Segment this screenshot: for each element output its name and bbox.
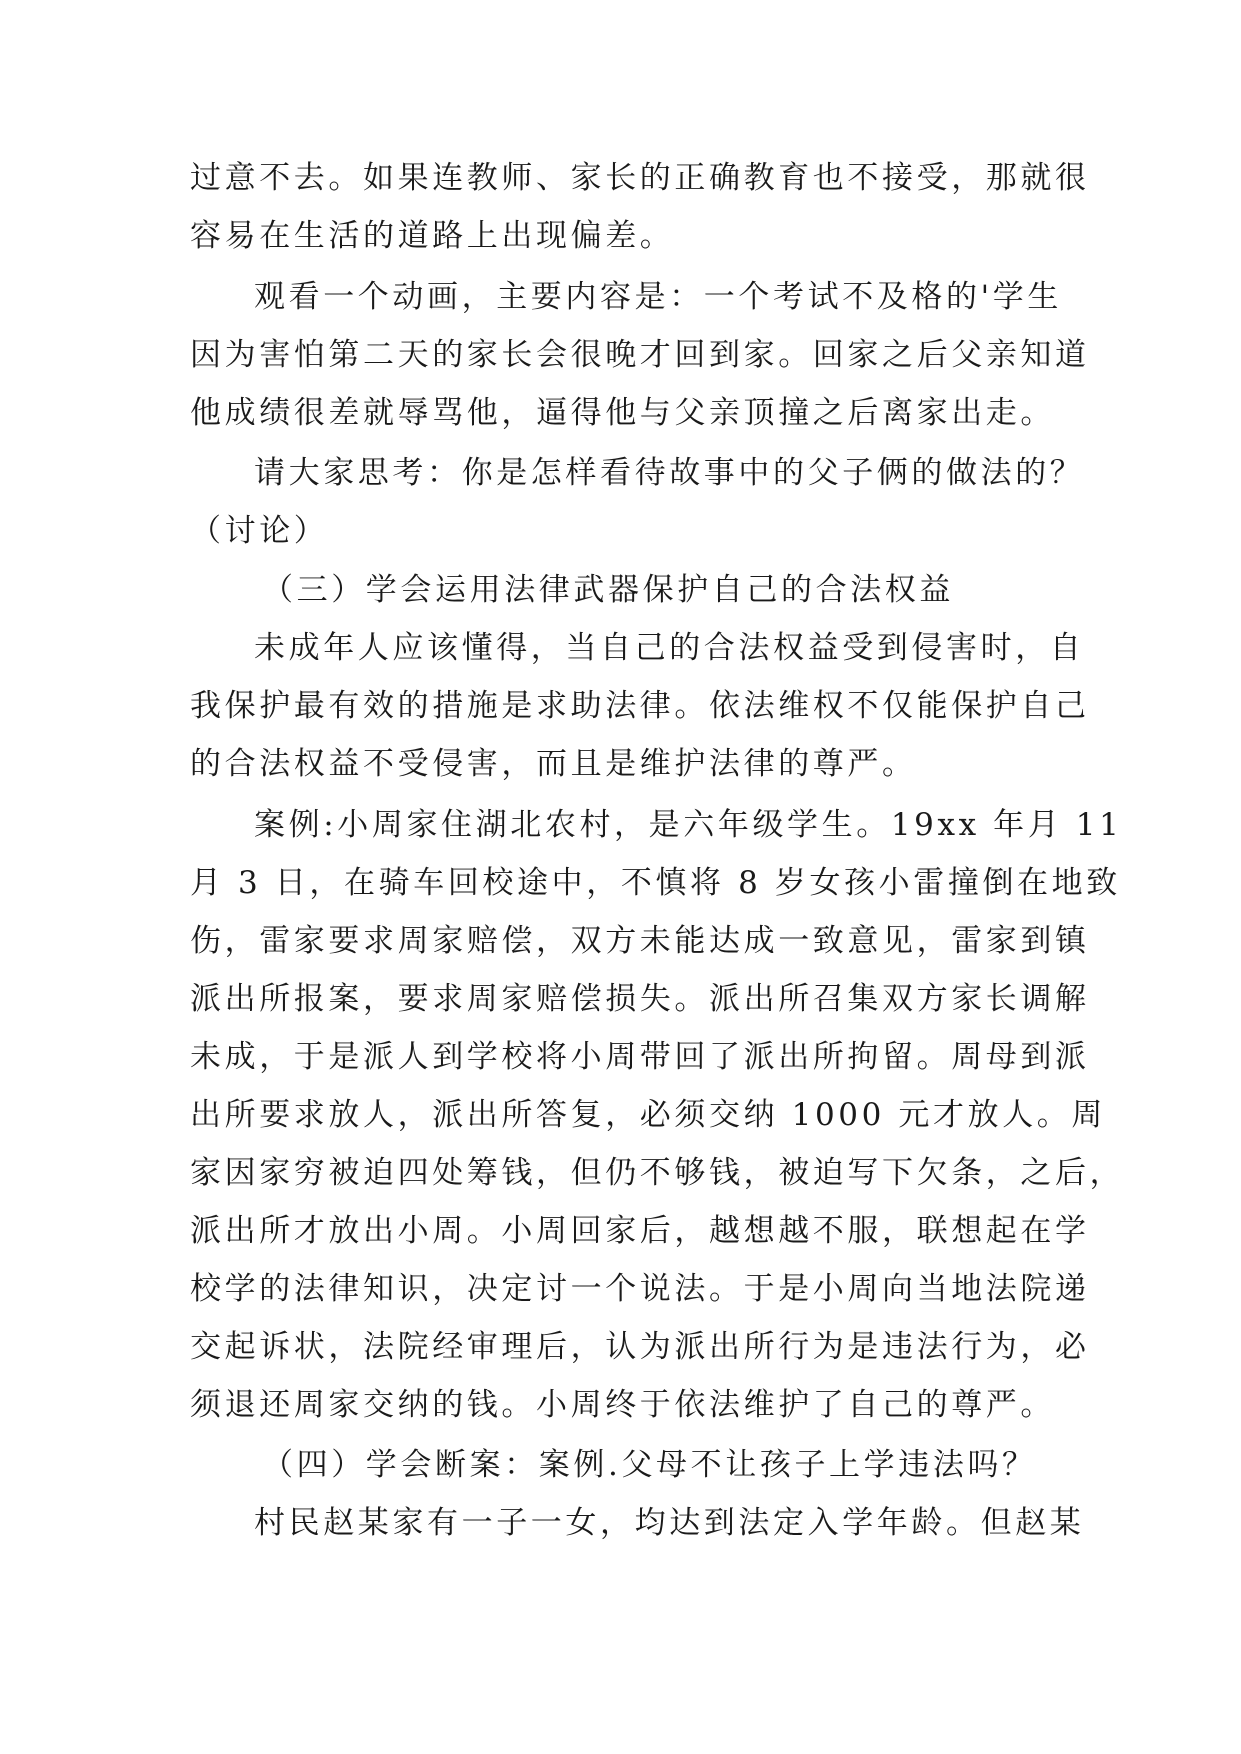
text-line-20: 校学的法律知识，决定讨一个说法。于是小周向当地法院递 (190, 1271, 1090, 1307)
text-line-7: （讨论） (190, 513, 329, 549)
text-line-21: 交起诉状，法院经审理后，认为派出所行为是违法行为，必 (190, 1329, 1090, 1365)
section-heading-3: （三）学会运用法律武器保护自己的合法权益 (262, 572, 954, 608)
text-line-17: 出所要求放人，派出所答复，必须交纳 1000 元才放人。周 (190, 1097, 1106, 1133)
text-line-6: 请大家思考：你是怎样看待故事中的父子俩的做法的？ (254, 455, 1085, 491)
text-line-14: 伤，雷家要求周家赔偿，双方未能达成一致意见，雷家到镇 (190, 923, 1090, 959)
text-line-1: 过意不去。如果连教师、家长的正确教育也不接受，那就很 (190, 160, 1090, 196)
text-line-16: 未成，于是派人到学校将小周带回了派出所拘留。周母到派 (190, 1039, 1090, 1075)
text-line-10: 我保护最有效的措施是求助法律。依法维权不仅能保护自己 (190, 688, 1090, 724)
text-line-5: 他成绩很差就辱骂他，逼得他与父亲顶撞之后离家出走。 (190, 395, 1055, 431)
text-line-19: 派出所才放出小周。小周回家后，越想越不服，联想起在学 (190, 1213, 1090, 1249)
text-line-18: 家因家穷被迫四处筹钱，但仍不够钱，被迫写下欠条，之后， (190, 1155, 1125, 1191)
text-line-22: 须退还周家交纳的钱。小周终于依法维护了自己的尊严。 (190, 1387, 1055, 1423)
text-line-3: 观看一个动画，主要内容是：一个考试不及格的'学生 (254, 279, 1062, 315)
section-heading-4: （四）学会断案：案例.父母不让孩子上学违法吗？ (262, 1447, 1037, 1483)
text-line-12: 案例:小周家住湖北农村，是六年级学生。19xx 年月 11 (254, 807, 1123, 843)
text-line-9: 未成年人应该懂得，当自己的合法权益受到侵害时，自 (254, 630, 1085, 666)
text-line-13: 月 3 日，在骑车回校途中，不慎将 8 岁女孩小雷撞倒在地致 (190, 865, 1121, 901)
text-line-11: 的合法权益不受侵害，而且是维护法律的尊严。 (190, 746, 917, 782)
text-line-24: 村民赵某家有一子一女，均达到法定入学年龄。但赵某 (254, 1505, 1085, 1541)
text-line-15: 派出所报案，要求周家赔偿损失。派出所召集双方家长调解 (190, 981, 1090, 1017)
text-line-4: 因为害怕第二天的家长会很晚才回到家。回家之后父亲知道 (190, 337, 1090, 373)
text-line-2: 容易在生活的道路上出现偏差。 (190, 218, 675, 254)
